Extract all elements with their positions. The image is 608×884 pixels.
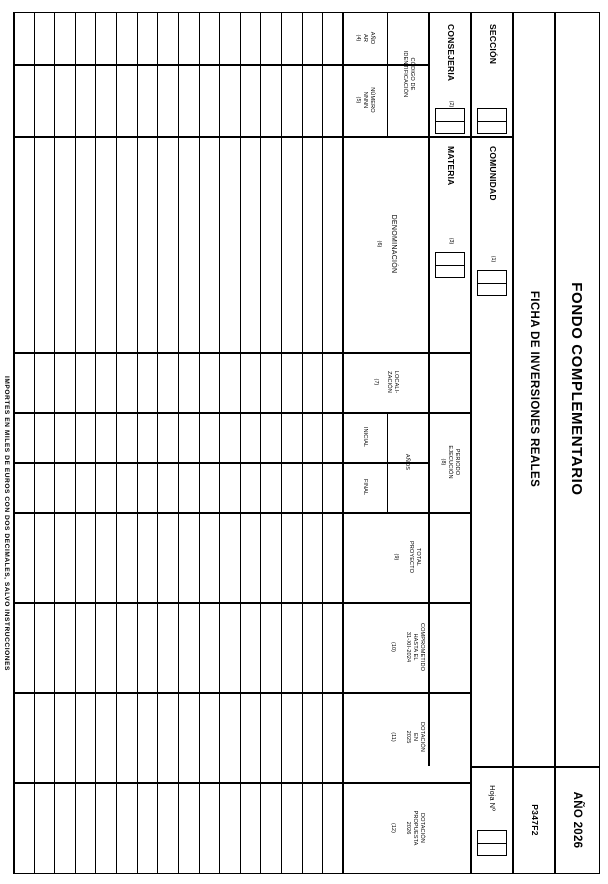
seccion-code-digit-2[interactable] — [478, 121, 506, 134]
footer-note: IMPORTES EN MILES DE EUROS CON DOS DECIMALES, SALVO INSTRUCCIONES — [3, 376, 10, 672]
comprometido-line1: COMPROMETIDO — [418, 622, 425, 672]
periodo-ejecucion-header — [430, 412, 470, 512]
comunidad-code-digit-2[interactable] — [478, 283, 506, 296]
data-row-separator — [157, 12, 158, 874]
periodo-ejecucion-line1: PERIODO — [454, 448, 461, 476]
codigo-anio-header — [344, 12, 386, 64]
comunidad-code-input[interactable] — [477, 270, 507, 296]
comunidad-code-digit-1[interactable] — [478, 271, 506, 283]
comprometido-header — [344, 602, 470, 692]
sheet-number-label: Hoja Nº — [488, 785, 498, 811]
periodo-ejecucion-note: (8) — [440, 458, 447, 466]
dotacion-2026-line2: PROPUESTA — [411, 810, 418, 846]
dotacion-2025-note: (11) — [389, 732, 396, 742]
codigo-anio-mask: AR — [362, 34, 369, 42]
data-row-separator — [322, 12, 323, 874]
total-proyecto-header — [344, 512, 470, 602]
dotacion-2025-line2: EN — [411, 733, 418, 741]
dotacion-2026-note: (12) — [389, 823, 396, 833]
codigo-numero-mask: NNNN — [362, 91, 369, 109]
seccion-code-digit-1[interactable] — [478, 109, 506, 121]
data-row-separator — [116, 12, 117, 874]
consejeria-code-input[interactable] — [435, 108, 465, 134]
total-proyecto-line2: PROYECTO — [408, 540, 415, 574]
comprometido-line3: 31-XII-2024 — [404, 631, 411, 663]
periodo-anos-header: AÑOS — [404, 453, 411, 471]
form-code: P347F2 — [530, 804, 540, 836]
codigo-identificacion-line2: IDENTIFICACIÓN — [402, 50, 408, 98]
denominacion-note: (6) — [376, 240, 382, 248]
data-row-separator — [260, 12, 261, 874]
dotacion-2025-line1: DOTACIÓN — [418, 722, 425, 752]
data-row-separator — [54, 12, 55, 874]
data-row-separator — [75, 12, 76, 874]
dotacion-2025-header — [344, 692, 470, 782]
dotacion-2025-line3: 2025 — [404, 730, 411, 744]
denominacion-header — [344, 136, 428, 352]
localizacion-note: (7) — [373, 378, 380, 386]
data-row-separator — [178, 12, 179, 874]
materia-code-input[interactable] — [435, 252, 465, 278]
codigo-identificacion-header — [388, 12, 428, 136]
page-title: FONDO COMPLEMENTARIO — [568, 282, 586, 496]
localizacion-line1: LOCALI- — [393, 370, 400, 394]
data-row-separator — [137, 12, 138, 874]
localizacion-header — [344, 352, 428, 412]
inversiones-reales-form — [14, 12, 600, 874]
consejeria-note: (2) — [448, 100, 454, 108]
data-row-separator — [302, 12, 303, 874]
comunidad-label: COMUNIDAD — [488, 146, 498, 201]
materia-label: MATERIA — [446, 146, 456, 186]
sheet-number-input[interactable] — [477, 830, 507, 856]
comprometido-note: (10) — [389, 642, 396, 652]
materia-note: (3) — [448, 237, 454, 245]
materia-code-digit-2[interactable] — [436, 265, 464, 278]
materia-code-digit-1[interactable] — [436, 253, 464, 265]
data-row-separator — [219, 12, 220, 874]
dotacion-2026-header — [344, 782, 470, 874]
consejeria-code-digit-1[interactable] — [436, 109, 464, 121]
page-subtitle: FICHA DE INVERSIONES REALES — [528, 290, 540, 488]
data-row-separator — [199, 12, 200, 874]
codigo-anio-title: AÑO — [369, 31, 376, 45]
codigo-numero-title: NÚMERO — [369, 87, 376, 113]
total-proyecto-note: (9) — [393, 553, 400, 561]
comprometido-line2: HASTA EL — [411, 633, 418, 661]
data-row-separator — [34, 12, 35, 874]
consejeria-code-digit-2[interactable] — [436, 121, 464, 134]
codigo-numero-note: (5) — [355, 96, 362, 104]
data-row-separator — [281, 12, 282, 874]
data-row-separator — [13, 12, 14, 874]
total-proyecto-line1: TOTAL — [415, 547, 422, 566]
comunidad-note: (1) — [490, 255, 496, 263]
periodo-inicial-header: INICIAL — [362, 426, 369, 448]
periodo-ejecucion-line2: EJECUCIÓN — [447, 445, 454, 479]
data-row-separator — [240, 12, 241, 874]
year-label: AÑO 2026 — [571, 791, 583, 849]
localizacion-line2: ZACIÓN — [386, 371, 393, 393]
seccion-label: SECCIÓN — [488, 24, 498, 65]
denominacion-title: DENOMINACIÓN — [389, 214, 397, 274]
rule-seccion-band — [470, 12, 472, 874]
codigo-numero-header — [344, 64, 386, 136]
codigo-identificacion-line1: CÓDIGO DE — [408, 57, 415, 91]
codigo-anio-note: (4) — [355, 34, 362, 42]
sheet-number-digit-1[interactable] — [478, 831, 506, 843]
sheet-number-digit-2[interactable] — [478, 843, 506, 856]
seccion-code-input[interactable] — [477, 108, 507, 134]
periodo-final-header: FINAL — [362, 478, 369, 496]
consejeria-label: CONSEJERIA — [446, 24, 456, 82]
dotacion-2026-line1: DOTACIÓN — [418, 813, 425, 843]
dotacion-2026-line3: 2026 — [404, 821, 411, 835]
data-row-separator — [95, 12, 96, 874]
